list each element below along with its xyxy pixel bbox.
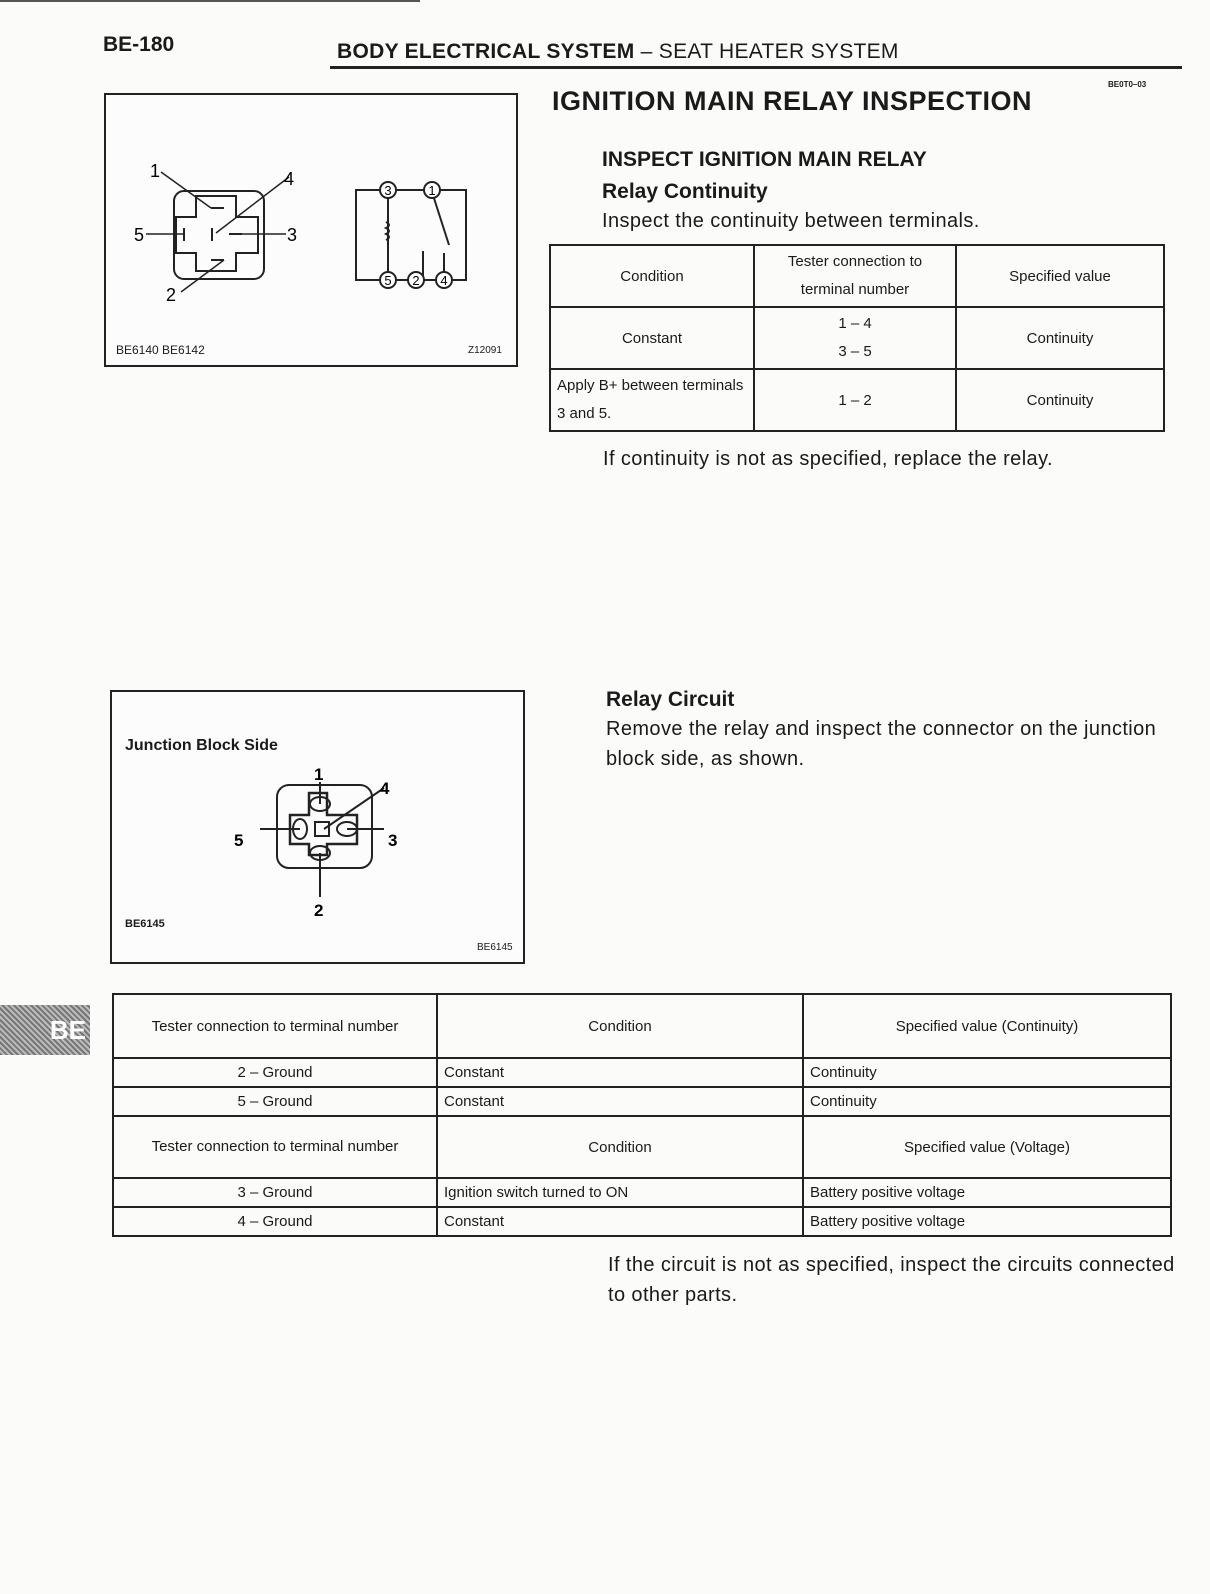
value-cell: Continuity [956, 369, 1164, 431]
continuity-instruction: Inspect the continuity between terminals. [602, 210, 980, 232]
table-row [113, 1178, 1171, 1207]
replace-note: If continuity is not as specified, replace the relay. [603, 448, 1053, 470]
junction-connector-icon [260, 782, 384, 897]
table-row [113, 1087, 1171, 1116]
relay-continuity-heading: Relay Continuity [602, 180, 768, 203]
header-dash: – [634, 40, 659, 63]
svg-text:4: 4 [440, 273, 448, 288]
table-row [550, 307, 1164, 369]
header-cell: Tester connection to terminal number [113, 994, 437, 1058]
connection-cell: 4 – Ground [113, 1207, 437, 1236]
table-header-row [113, 1116, 1171, 1178]
table-row [113, 1058, 1171, 1087]
top-rule [0, 0, 420, 2]
pin-label-2: 2 [314, 901, 324, 920]
header-cell: Specified value (Voltage) [803, 1116, 1171, 1178]
header-cell: Tester connection to terminal number [754, 245, 956, 307]
connection-cell: 3 – Ground [113, 1178, 437, 1207]
pin-label-2: 2 [166, 285, 177, 305]
figure-ref: Z12091 [468, 345, 502, 356]
figure-code: BE6145 [125, 918, 165, 930]
pin-label-4: 4 [284, 169, 295, 189]
pin-label-1: 1 [314, 765, 324, 784]
condition-cell: Constant [437, 1058, 803, 1087]
subsection-name: SEAT HEATER SYSTEM [658, 40, 899, 63]
circuit-note: If the circuit is not as specified, inspect the circuits connected to other parts. [608, 1254, 1175, 1306]
svg-text:2: 2 [412, 273, 420, 288]
relay-diagram [106, 95, 516, 365]
relay-figure [104, 93, 518, 367]
table-header-row [550, 245, 1164, 307]
svg-text:5: 5 [384, 273, 392, 288]
relay-circuit-heading: Relay Circuit [606, 688, 735, 711]
value-cell: Battery positive voltage [803, 1207, 1171, 1236]
relay-connector-icon [146, 172, 289, 292]
junction-connector-diagram [112, 692, 523, 962]
junction-block-label: Junction Block Side [125, 737, 278, 754]
step-title: INSPECT IGNITION MAIN RELAY [602, 148, 927, 171]
connection-value: 1 – 4 [838, 315, 872, 332]
condition-cell: Constant [550, 307, 754, 369]
pin-label-4: 4 [380, 779, 390, 798]
svg-text:3: 3 [384, 183, 392, 198]
connection-cell [754, 307, 956, 369]
header-cell: Specified value (Continuity) [803, 994, 1171, 1058]
table-row [550, 369, 1164, 431]
value-cell: Continuity [803, 1058, 1171, 1087]
section-title: IGNITION MAIN RELAY INSPECTION [552, 86, 1033, 116]
junction-block-figure [110, 690, 525, 964]
header-cell: Condition [550, 245, 754, 307]
pin-label-3: 3 [388, 831, 398, 850]
condition-cell: Apply B+ between terminals 3 and 5. [550, 369, 754, 431]
connection-cell: 2 – Ground [113, 1058, 437, 1087]
doc-code: BE0T0–03 [1108, 80, 1147, 89]
connection-cell: 1 – 2 [754, 369, 956, 431]
relay-circuit-table [112, 993, 1172, 1237]
relay-schematic-icon [356, 182, 466, 288]
pin-label-5: 5 [234, 831, 244, 850]
header-rule [330, 66, 1182, 69]
relay-circuit-instruction: Remove the relay and inspect the connector on the junction block side, as shown. [606, 718, 1157, 770]
table-row [113, 1207, 1171, 1236]
connection-cell: 5 – Ground [113, 1087, 437, 1116]
table-header-row [113, 994, 1171, 1058]
section-name: BODY ELECTRICAL SYSTEM [337, 40, 635, 63]
pin-label-3: 3 [287, 225, 298, 245]
figure-codes: BE6140 BE6142 [116, 343, 205, 357]
header-cell: Condition [437, 994, 803, 1058]
value-cell: Continuity [956, 307, 1164, 369]
condition-cell: Constant [437, 1087, 803, 1116]
page-number: BE-180 [103, 33, 175, 56]
running-header [337, 40, 899, 64]
pin-label-5: 5 [134, 225, 145, 245]
pin-label-1: 1 [150, 161, 161, 181]
section-tab-be: BE [0, 1005, 90, 1055]
connection-value: 3 – 5 [838, 343, 872, 360]
condition-cell: Constant [437, 1207, 803, 1236]
value-cell: Battery positive voltage [803, 1178, 1171, 1207]
value-cell: Continuity [803, 1087, 1171, 1116]
condition-cell: Ignition switch turned to ON [437, 1178, 803, 1207]
figure-ref: BE6145 [477, 942, 513, 953]
header-cell: Specified value [956, 245, 1164, 307]
svg-text:1: 1 [428, 183, 436, 198]
header-cell: Tester connection to terminal number [113, 1116, 437, 1178]
relay-continuity-table [549, 244, 1165, 432]
header-cell: Condition [437, 1116, 803, 1178]
